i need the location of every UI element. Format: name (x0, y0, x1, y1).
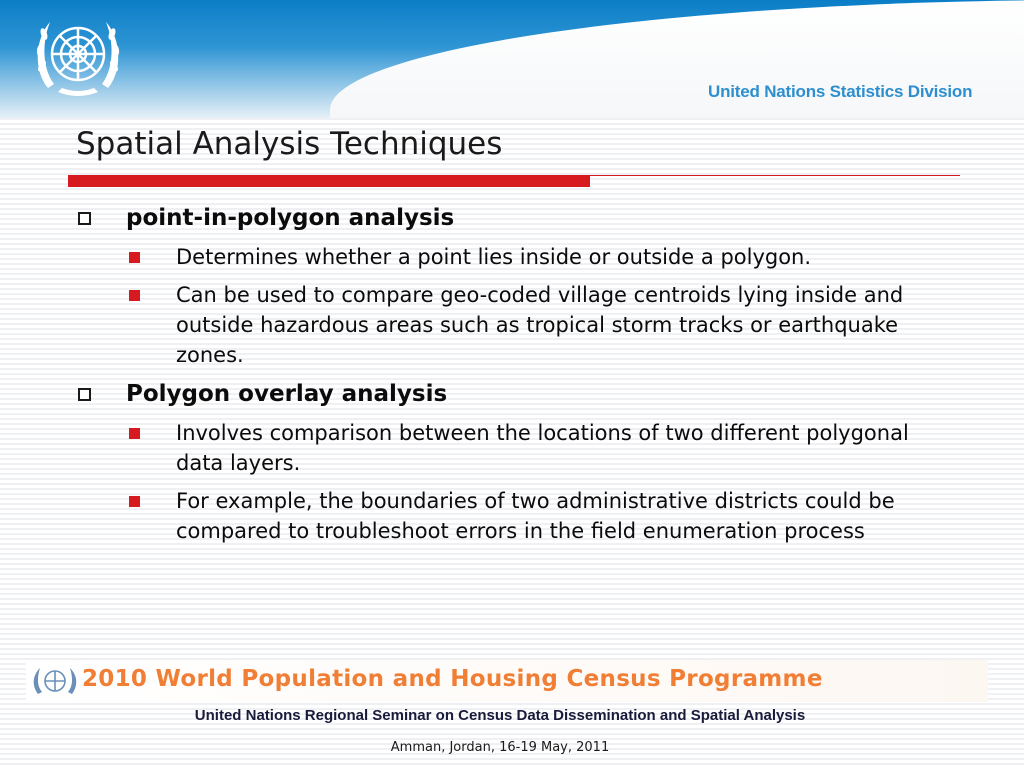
bullet-point (76, 280, 956, 370)
bullet-point (76, 418, 956, 478)
section-heading (76, 202, 956, 234)
bullet-point (76, 486, 956, 546)
square-bullet-icon (129, 252, 140, 263)
checkbox-bullet-icon (78, 212, 91, 225)
bullet-text: Can be used to compare geo-coded village centroids lying inside and outside hazardous areas such as tropical storm tracks or earthquake zones. (176, 283, 904, 367)
square-bullet-icon (129, 496, 140, 507)
header-band (0, 0, 1024, 118)
square-bullet-icon (129, 428, 140, 439)
bullet-text: Involves comparison between the locations of two different polygonal data layers. (176, 421, 909, 475)
seminar-title: United Nations Regional Seminar on Census Data Dissemination and Spatial Analysis (194, 707, 806, 724)
bullet-text: For example, the boundaries of two administrative districts could be compared to troubleshoot errors in the field enumeration process (176, 489, 895, 543)
title-underline-thin (590, 175, 960, 176)
bullet-point (76, 242, 956, 272)
location-date: Amman, Jordan, 16-19 May, 2011 (390, 740, 610, 755)
un-laurel-icon (32, 666, 78, 698)
census-programme-banner (26, 660, 988, 702)
slide-title: Spatial Analysis Techniques (76, 126, 503, 162)
section-heading-text: point-in-polygon analysis (126, 205, 455, 231)
slide-content (76, 202, 956, 554)
section-heading-text: Polygon overlay analysis (126, 381, 448, 407)
checkbox-bullet-icon (78, 388, 91, 401)
organization-name: United Nations Statistics Division (708, 82, 973, 101)
un-emblem-icon (28, 10, 128, 104)
square-bullet-icon (129, 290, 140, 301)
banner-title: 2010 World Population and Housing Census Programme (82, 666, 823, 692)
bullet-text: Determines whether a point lies inside or outside a polygon. (176, 245, 812, 269)
title-underline-thick (68, 175, 590, 187)
section-heading (76, 378, 956, 410)
